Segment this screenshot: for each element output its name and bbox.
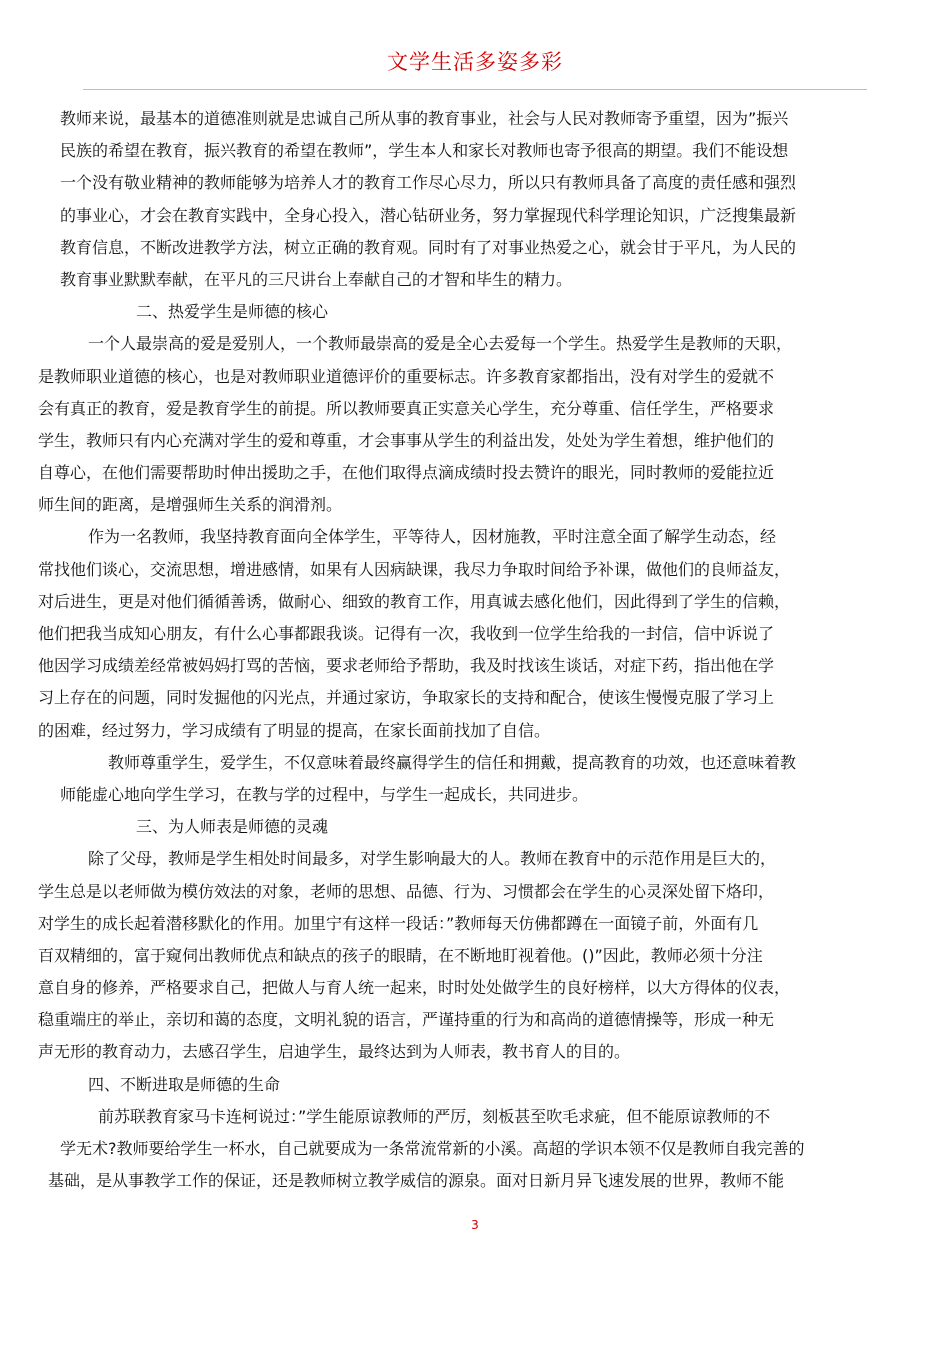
- text-line: 的事业心，才会在教育实践中，全身心投入，潜心钻研业务，努力掌握现代科学理论知识，广泛搜集最新: [60, 205, 797, 225]
- header-divider: [83, 89, 867, 90]
- text-line: 对学生的成长起着潜移默化的作用。加里宁有这样一段话：”教师每天仿佛都蹲在一面镜子前，外面有几: [38, 913, 759, 933]
- text-line: 是教师职业道德的核心，也是对教师职业道德评价的重要标志。许多教育家都指出，没有对学生的爱就不: [38, 366, 775, 386]
- text-line: 教育事业默默奉献，在平凡的三尺讲台上奉献自己的才智和毕生的精力。: [60, 269, 573, 289]
- text-line: 学无术?教师要给学生一杯水，自己就要成为一条常流常新的小溪。高超的学识本领不仅是教师自我完善的: [60, 1139, 805, 1158]
- text-line: 三、为人师表是师德的灵魂: [136, 817, 329, 837]
- text-line: 一个人最崇高的爱是爱别人，一个教师最崇高的爱是全心去爱每一个学生。热爱学生是教师的天职，: [88, 334, 793, 354]
- text-line: 意自身的修养，严格要求自己，把做人与育人统一起来，时时处处做学生的良好榜样，以大方得体的仪表，: [38, 978, 791, 998]
- page-header-title: 文学生活多姿多彩: [387, 50, 563, 74]
- text-line: 师生间的距离，是增强师生关系的润滑剂。: [38, 495, 343, 515]
- text-line: 百双精细的，富于窥伺出教师优点和缺点的孩子的眼睛，在不断地盯视着他。()”因此，教师必须十分注: [38, 945, 763, 965]
- text-line: 稳重端庄的举止，亲切和蔼的态度，文明礼貌的语言，严谨持重的行为和高尚的道德情操等，形成一种无: [38, 1010, 775, 1030]
- text-line: 他们把我当成知心朋友，有什么心事都跟我谈。记得有一次，我收到一位学生给我的一封信，信中诉说了: [38, 624, 775, 643]
- text-line: 基础，是从事教学工作的保证，还是教师树立教学威信的源泉。面对日新月异飞速发展的世界，教师不能: [48, 1171, 785, 1191]
- text-line: 教师尊重学生，爱学生，不仅意味着最终赢得学生的信任和拥戴，提高教育的功效，也还意味着教: [108, 752, 797, 772]
- body-text: [38, 103, 838, 1197]
- text-line: 教师来说，最基本的道德准则就是忠诚自己所从事的教育事业，社会与人民对教师寄予重望，因为”振兴: [60, 109, 789, 128]
- text-line: 二、热爱学生是师德的核心: [136, 302, 329, 322]
- text-line: 前苏联教育家马卡连柯说过：”学生能原谅教师的严厉，刻板甚至吹毛求疵，但不能原谅教师的不: [98, 1106, 771, 1126]
- text-line: 的困难，经过努力，学习成绩有了明显的提高，在家长面前找加了自信。: [38, 720, 551, 740]
- text-line: 他因学习成绩差经常被妈妈打骂的苦恼，要求老师给予帮助，我及时找该生谈话，对症下药，指出他在学: [38, 656, 775, 676]
- text-line: 四、不断进取是师德的生命: [88, 1074, 281, 1094]
- text-line: 师能虚心地向学生学习，在教与学的过程中，与学生一起成长，共同进步。: [60, 784, 589, 804]
- text-line: 教育信息，不断改进教学方法，树立正确的教育观。同时有了对事业热爱之心，就会甘于平凡，为人民的: [60, 237, 797, 257]
- text-line: 学生总是以老师做为模仿效法的对象，老师的思想、品德、行为、习惯都会在学生的心灵深处留下烙印，: [38, 881, 775, 901]
- text-line: 习上存在的问题，同时发掘他的闪光点，并通过家访，争取家长的支持和配合，使该生慢慢克服了学习上: [38, 688, 775, 708]
- text-line: 民族的希望在教育，振兴教育的希望在教师”，学生本人和家长对教师也寄予很高的期望。我们不能设想: [60, 141, 789, 161]
- text-line: 会有真正的教育，爱是教育学生的前提。所以教师要真正实意关心学生，充分尊重、信任学生，严格要求: [38, 398, 775, 418]
- text-line: 作为一名教师，我坚持教育面向全体学生，平等待人，因材施教，平时注意全面了解学生动态，经: [88, 527, 777, 547]
- text-line: 声无形的教育动力，去感召学生，启迪学生，最终达到为人师表，教书育人的目的。: [38, 1042, 631, 1062]
- text-line: 除了父母，教师是学生相处时间最多，对学生影响最大的人。教师在教育中的示范作用是巨大的，: [88, 849, 777, 869]
- text-line: 对后进生，更是对他们循循善诱，做耐心、细致的教育工作，用真诚去感化他们，因此得到了学生的信赖，: [38, 591, 791, 611]
- page-number: 3: [471, 1218, 479, 1232]
- text-line: 一个没有敬业精神的教师能够为培养人才的教育工作尽心尽力，所以只有教师具备了高度的责任感和强烈: [60, 173, 797, 193]
- text-line: 自尊心，在他们需要帮助时伸出援助之手，在他们取得点滴成绩时投去赞许的眼光，同时教师的爱能拉近: [38, 463, 775, 483]
- text-line: 学生，教师只有内心充满对学生的爱和尊重，才会事事从学生的利益出发，处处为学生着想，维护他们的: [38, 430, 775, 450]
- text-line: 常找他们谈心，交流思想，增进感情，如果有人因病缺课，我尽力争取时间给予补课，做他们的良师益友，: [38, 559, 791, 579]
